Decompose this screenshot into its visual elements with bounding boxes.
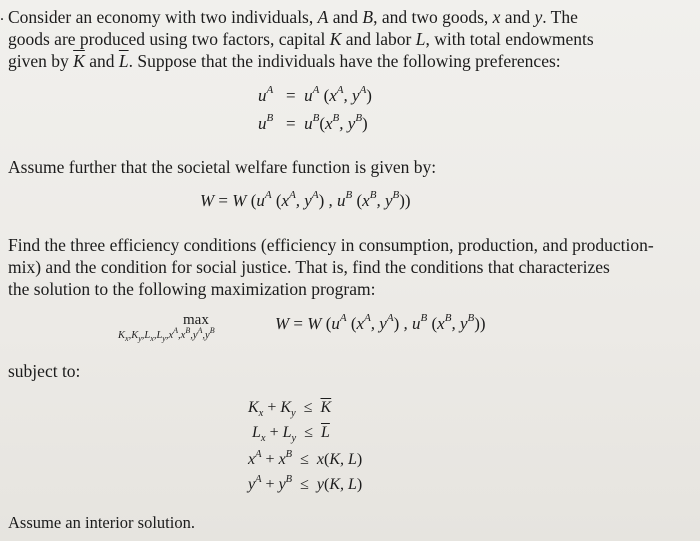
welfare-intro-text: Assume further that the societal welfare function is given by: — [8, 157, 437, 177]
task-line-1: Find the three efficiency conditions (efficiency in consumption, production, and production- — [8, 235, 654, 255]
constraint-labor: $L_x + L_y \le \overline{L}$ — [252, 424, 330, 444]
task-line-2: mix) and the condition for social justice. That is, find the conditions that characterizes — [8, 257, 610, 277]
welfare-equation: W = W ($u^A$ ($x^A$, $y^A$) , $u^B$ ($x^B$, $y^B$)) — [200, 189, 411, 210]
preference-eq-b: $u^B$ = $u^B(x^B$, $y^B$) — [258, 112, 368, 133]
footer-note: Assume an interior solution. — [8, 513, 195, 532]
preference-eq-a: $u^A$ = $u^A$ ($x^A$, $y^A$) — [258, 84, 372, 105]
intro-line-2: goods are produced using two factors, capital K and labor L, with total endowments — [8, 29, 594, 49]
intro-line-1: Consider an economy with two individuals, A and B, and two goods, x and y. The — [8, 7, 578, 27]
constraint-capital: $K_x + K_y \le \overline{K}$ — [248, 399, 332, 419]
intro-line-3: given by $\overline{K}$ and $\overline{L}$. Suppose that the individuals have the following preferences: — [8, 51, 561, 71]
bullet-mark: . — [0, 7, 4, 24]
subject-to-label: subject to: — [8, 361, 81, 381]
max-operator: max — [183, 312, 209, 328]
intro-paragraph — [8, 6, 688, 72]
max-subscript: $K_x,K_y,L_x,L_y,x^A,x^B,y^A,y^B$ — [118, 326, 215, 343]
constraint-good-x: $x^A + x^B \le x(K$, L) — [248, 449, 363, 468]
task-paragraph — [8, 234, 698, 300]
constraint-good-y: $y^A + y^B \le y(K$, L) — [248, 474, 363, 493]
task-line-3: the solution to the following maximization program: — [8, 279, 376, 299]
objective-equation: W = W ($u^A$ ($x^A$, $y^A$) , $u^B$ ($x^B$, $y^B$)) — [275, 312, 486, 333]
